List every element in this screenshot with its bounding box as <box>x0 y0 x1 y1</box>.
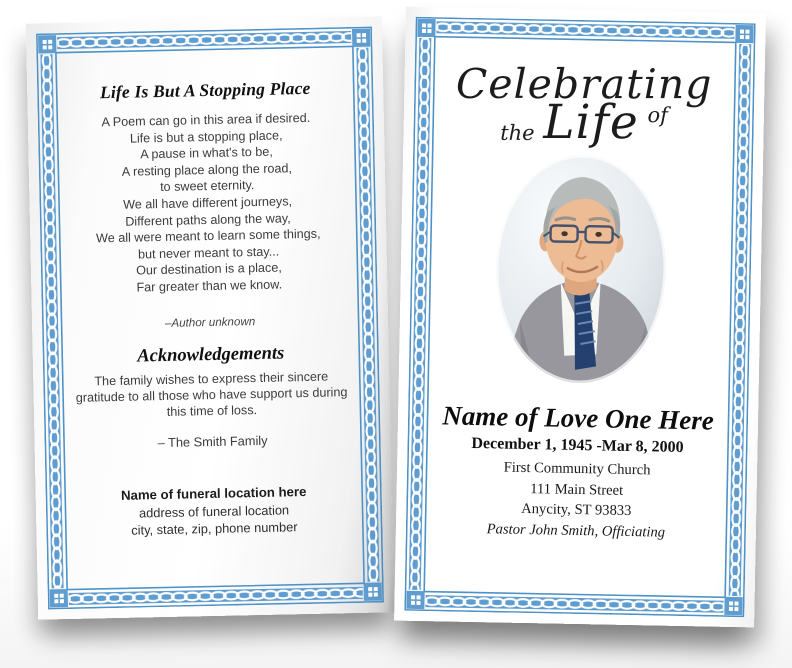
oval-portrait-photo <box>493 152 669 385</box>
acknowledgements-signature: – The Smith Family <box>157 432 268 451</box>
funeral-location-block <box>70 482 359 541</box>
header-word-of: of <box>647 103 668 128</box>
venue-name: First Community Church <box>503 459 651 479</box>
poem-body <box>62 109 354 298</box>
officiant-line: Pastor John Smith, Officiating <box>486 520 666 541</box>
loved-one-photo <box>433 151 729 392</box>
venue-street: 111 Main Street <box>530 480 624 499</box>
poem-line: A pause in what's to be, <box>140 144 273 162</box>
funeral-location-address: address of funeral location <box>138 502 290 521</box>
header-word-life: Life <box>543 94 639 151</box>
poem-line: Life is but a stopping place, <box>129 128 283 146</box>
back-page-content <box>61 51 360 585</box>
poem-line: We all have different journeys, <box>122 194 293 212</box>
program-back-page <box>26 16 394 619</box>
header-word-celebrating: Celebrating <box>455 59 713 109</box>
poem-author: –Author unknown <box>164 314 256 330</box>
acknowledgements-title: Acknowledgements <box>137 342 285 367</box>
header-line-two <box>438 94 730 151</box>
poem-line: Far greater than we know. <box>136 277 283 295</box>
poem-title: Life Is But A Stopping Place <box>99 77 311 103</box>
header-word-the: the <box>500 120 535 145</box>
poem-line: A resting place along the road, <box>121 161 293 179</box>
funeral-location-city: city, state, zip, phone number <box>131 519 298 538</box>
poem-line: A Poem can go in this area if desired. <box>101 110 311 130</box>
poem-line: Our destination is a place, <box>136 260 282 278</box>
funeral-location-name: Name of funeral location here <box>120 484 307 504</box>
program-cover-page <box>394 7 766 628</box>
poem-line: but never meant to stay... <box>137 244 280 262</box>
poem-line: Different paths along the way, <box>125 210 291 229</box>
cover-page-content <box>429 41 731 593</box>
celebrating-life-header <box>438 59 730 151</box>
loved-one-name: Name of Love One Here <box>442 400 715 436</box>
venue-city-state-zip: Anycity, ST 93833 <box>521 500 632 520</box>
poem-line: to sweet eternity. <box>159 178 255 195</box>
birth-death-dates: December 1, 1945 -Mar 8, 2000 <box>471 434 684 457</box>
acknowledgements-text: The family wishes to express their sincere gratitude to all those who have support us during this time of loss. <box>75 369 348 419</box>
poem-line: We all were meant to learn some things, <box>95 226 321 246</box>
